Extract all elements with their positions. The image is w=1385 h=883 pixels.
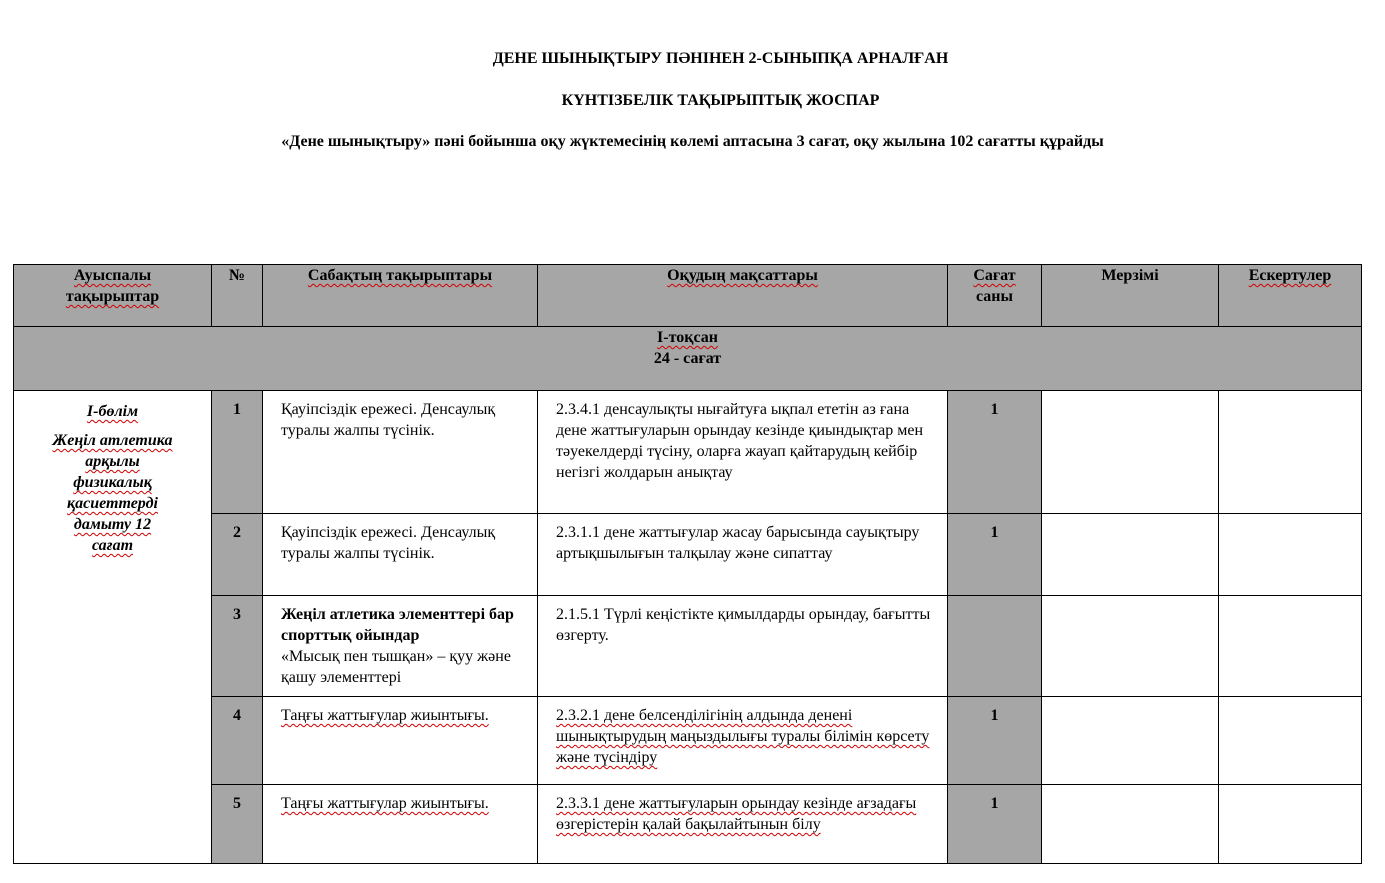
note-cell <box>1219 391 1362 514</box>
row-number: 4 <box>212 697 263 785</box>
header-notes <box>1219 265 1362 327</box>
row-number: 5 <box>212 785 263 864</box>
quarter-label: I-тоқсан <box>657 329 718 346</box>
lesson-topic <box>263 391 538 514</box>
term-cell <box>1042 596 1219 697</box>
lesson-topic-text: Қауіпсіздік ережесі. Денсаулық туралы жалпы түсінік. <box>281 524 496 562</box>
table-row <box>14 391 1362 514</box>
header-hours <box>948 265 1042 327</box>
document-subtitle: «Дене шынықтыру» пәні бойынша оқу жүктемесінің көлемі аптасына 3 сағат, оқу жылына 102 сағатты құрайды <box>281 133 1104 150</box>
hours-count: 1 <box>948 391 1042 514</box>
quarter-cell <box>14 327 1362 391</box>
note-cell <box>1219 514 1362 596</box>
quarter-row <box>14 327 1362 391</box>
row-number: 1 <box>212 391 263 514</box>
lesson-topic <box>263 697 538 785</box>
header-hours-line1: Сағат <box>973 267 1016 284</box>
table-row <box>14 596 1362 697</box>
header-lesson-topics-text: Сабақтың тақырыптары <box>307 267 493 284</box>
header-lesson-topics <box>263 265 538 327</box>
lesson-topic <box>263 596 538 697</box>
header-learning-goals <box>538 265 948 327</box>
document-title-line2: КҮНТІЗБЕЛІК ТАҚЫРЫПТЫҚ ЖОСПАР <box>561 92 880 109</box>
note-cell <box>1219 697 1362 785</box>
row-number: 2 <box>212 514 263 596</box>
hours-count: 1 <box>948 785 1042 864</box>
header-themes-line1: Ауыспалы <box>73 267 152 284</box>
learning-goal: 2.3.1.1 дене жаттығулар жасау барысында сауықтыру артықшылығын талқылау және сипаттау <box>538 514 948 596</box>
table-row <box>14 697 1362 785</box>
lesson-topic-text: «Мысық пен тышқан» – қуу және қашу элементтері <box>281 648 511 686</box>
lesson-topic-text: Таңғы жаттығулар жиынтығы. <box>281 795 489 812</box>
lesson-topic-text: Қауіпсіздік ережесі. Денсаулық туралы жалпы түсінік. <box>281 401 496 439</box>
learning-goal <box>538 697 948 785</box>
learning-goal <box>538 785 948 864</box>
quarter-hours: 24 - сағат <box>653 350 722 367</box>
lesson-topic <box>263 514 538 596</box>
calendar-plan-table <box>13 264 1362 864</box>
note-cell <box>1219 596 1362 697</box>
section-description: Жеңіл атлетика арқылы физикалық қасиеттерді дамыту 12 сағат <box>52 432 173 554</box>
table-row <box>14 785 1362 864</box>
learning-goal-text: 2.3.3.1 дене жаттығуларын орындау кезінде ағзадағы өзгерістерін қалай бақылайтынын білу <box>556 795 917 833</box>
row-number: 3 <box>212 596 263 697</box>
header-themes <box>14 265 212 327</box>
term-cell <box>1042 391 1219 514</box>
table-row <box>14 514 1362 596</box>
term-cell <box>1042 514 1219 596</box>
term-cell <box>1042 785 1219 864</box>
hours-count: 1 <box>948 514 1042 596</box>
header-hours-line2: саны <box>975 288 1013 305</box>
table-header-row <box>14 265 1362 327</box>
lesson-topic-text: Таңғы жаттығулар жиынтығы. <box>281 707 489 724</box>
header-themes-line2: тақырыптар <box>65 288 160 305</box>
term-cell <box>1042 697 1219 785</box>
header-number: № <box>212 265 263 327</box>
note-cell <box>1219 785 1362 864</box>
document-title-line1: ДЕНЕ ШЫНЫҚТЫРУ ПӘНІНЕН 2-СЫНЫПҚА АРНАЛҒАН <box>492 50 949 67</box>
learning-goal: 2.1.5.1 Түрлі кеңістікте қимылдарды орындау, бағытты өзгерту. <box>538 596 948 697</box>
learning-goal-text: 2.3.2.1 дене белсенділігінің алдында денені шынықтырудың маңыздылығы туралы білімін көрсету және түсіндіру <box>556 707 930 766</box>
lesson-topic <box>263 785 538 864</box>
hours-count <box>948 596 1042 697</box>
lesson-topic-bold: Жеңіл атлетика элементтері бар спорттық ойындар <box>281 606 514 644</box>
header-notes-text: Ескертулер <box>1248 267 1332 284</box>
section-cell <box>14 391 212 864</box>
section-title: I-бөлім <box>86 403 139 420</box>
header-term: Мерзімі <box>1042 265 1219 327</box>
learning-goal: 2.3.4.1 денсаулықты нығайтуға ықпал ететін аз ғана дене жаттығуларын орындау кезінде қиындықтар мен тәуекелдерді түсіну, оларға жауап қайтарудың кейбір негізгі жолдарын анықтау <box>538 391 948 514</box>
header-learning-goals-text: Оқудың мақсаттары <box>667 267 818 284</box>
hours-count: 1 <box>948 697 1042 785</box>
